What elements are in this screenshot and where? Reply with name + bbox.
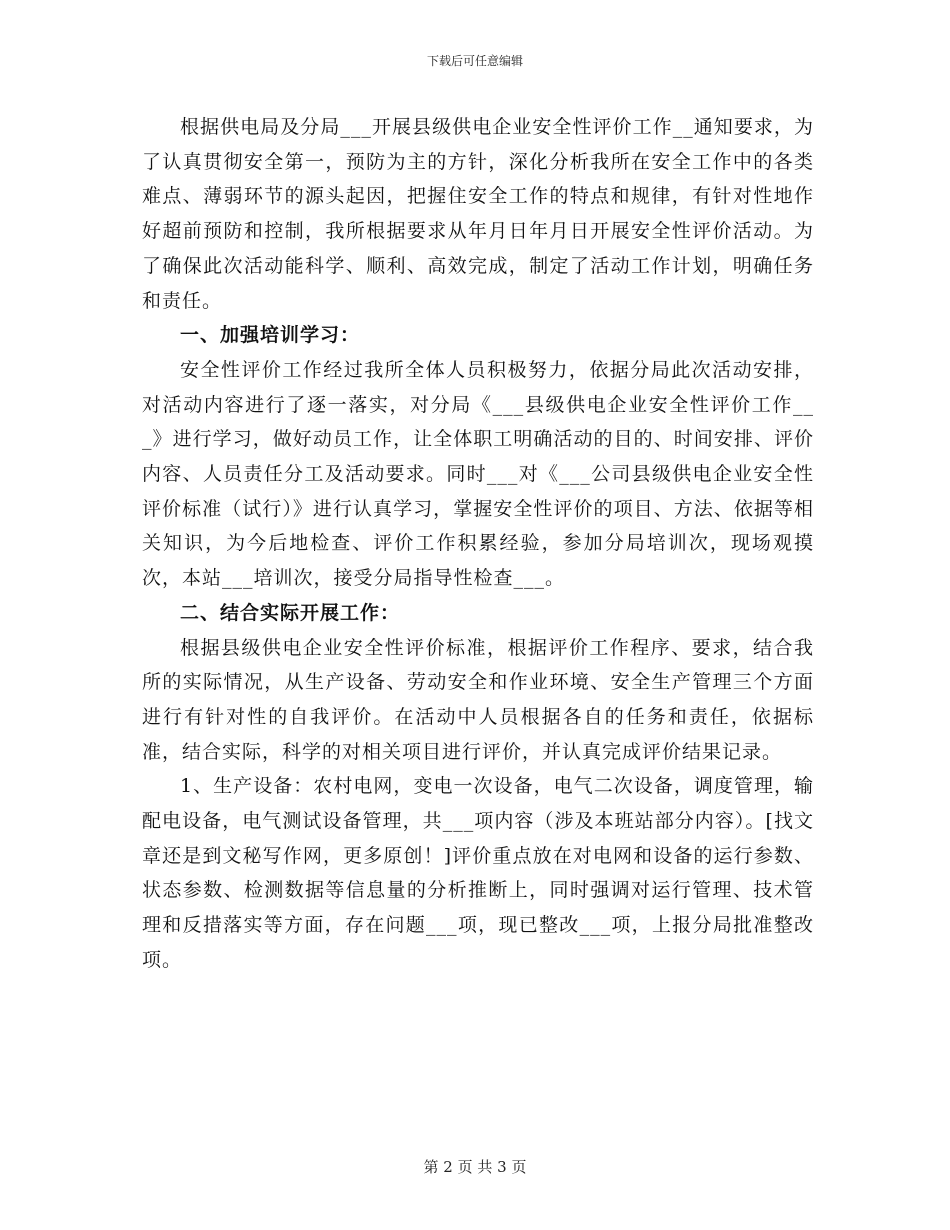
page-footer: 第 2 页 共 3 页 — [423, 1158, 527, 1176]
section-heading-training: 一、加强培训学习： — [180, 324, 361, 347]
intro-paragraph: 根据供电局及分局___开展县级供电企业安全性评价工作__通知要求，为了认真贯彻安全第一，预防为主的方针，深化分析我所在安全工作中的各类难点、薄弱环节的源头起因，把握住安全工作的特点和规律，有针对性地作好超前预防和控制，我所根据要求从年月日年月日开展安全性评价活动。为了确保此次活动能科学、顺利、高效完成，制定了活动工作计划，明确任务和责任。 — [142, 116, 814, 312]
equipment-paragraph: 1、生产设备：农村电网，变电一次设备，电气二次设备，调度管理，输配电设备，电气测试设备管理，共___项内容（涉及本班站部分内容）。[找文章还是到文秘写作网，更多原创！]评价重点放在对电网和设备的运行参数、状态参数、检测数据等信息量的分析推断上，同时强调对运行管理、技术管理和反措落实等方面，存在问题___项，现已整改___项，上报分局批准整改项。 — [142, 775, 814, 971]
section-heading-practice: 二、结合实际开展工作： — [180, 601, 401, 624]
document-body — [142, 110, 814, 978]
training-paragraph: 安全性评价工作经过我所全体人员积极努力，依据分局此次活动安排，对活动内容进行了逐一落实，对分局《___县级供电企业安全性评价工作___》进行学习，做好动员工作，让全体职工明确活动的目的、时间安排、评价内容、人员责任分工及活动要求。同时___对《___公司县级供电企业安全性评价标准（试行）》进行认真学习，掌握安全性评价的项目、方法、依据等相关知识，为今后地检查、评价工作积累经验，参加分局培训次，现场观摸次，本站___培训次，接受分局指导性检查___。 — [142, 358, 814, 590]
page-header: 下载后可任意编辑 — [426, 54, 523, 68]
practice-paragraph: 根据县级供电企业安全性评价标准，根据评价工作程序、要求，结合我所的实际情况，从生产设备、劳动安全和作业环境、安全生产管理三个方面进行有针对性的自我评价。在活动中人员根据各自的任务和责任，依据标准，结合实际，科学的对相关项目进行评价，并认真完成评价结果记录。 — [142, 636, 814, 763]
